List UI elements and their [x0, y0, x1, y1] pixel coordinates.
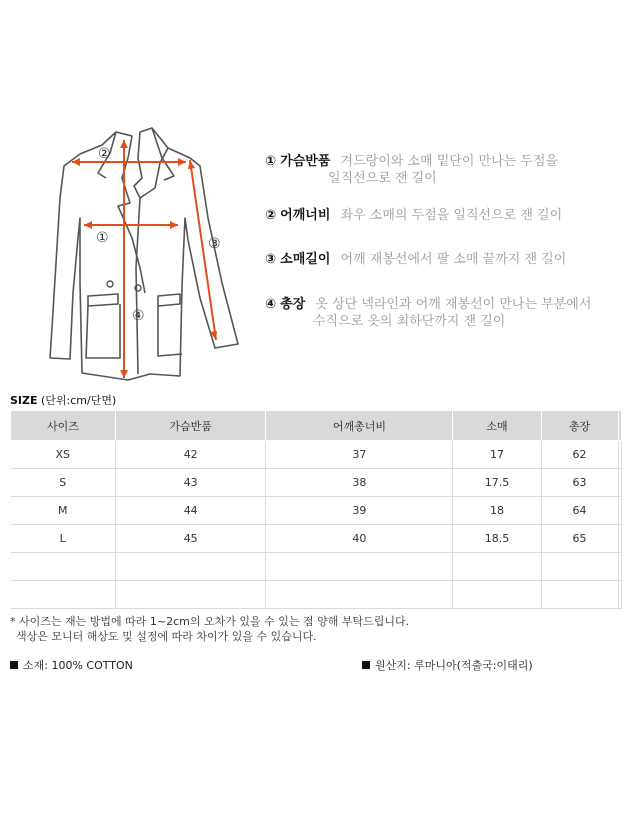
table-cell: 39	[266, 497, 453, 525]
table-header-row	[11, 411, 622, 441]
table-cell	[266, 581, 453, 609]
header-length: 총장	[541, 411, 618, 441]
table-cell	[541, 553, 618, 581]
table-cell: 18	[453, 497, 541, 525]
header-chest: 가슴반품	[116, 411, 266, 441]
table-cell: 37	[266, 441, 453, 469]
table-cell	[266, 553, 453, 581]
button-mark	[107, 281, 113, 287]
table-row	[11, 469, 622, 497]
table-cell	[116, 581, 266, 609]
table-cell: S	[11, 469, 116, 497]
header-blank	[618, 411, 621, 441]
table-cell: L	[11, 525, 116, 553]
table-cell	[618, 469, 621, 497]
origin-info: 원산지: 루마니아(적출국:이태리)	[362, 657, 533, 673]
square-bullet-icon	[362, 661, 370, 669]
table-cell	[618, 441, 621, 469]
table-row	[11, 525, 622, 553]
table-cell	[618, 497, 621, 525]
table-cell: 43	[116, 469, 266, 497]
table-cell: 42	[116, 441, 266, 469]
table-cell: 38	[266, 469, 453, 497]
table-cell	[618, 553, 621, 581]
size-table	[10, 410, 622, 609]
table-row	[11, 581, 622, 609]
table-cell: 63	[541, 469, 618, 497]
mark-3: ③	[208, 236, 221, 252]
table-cell: 45	[116, 525, 266, 553]
table-cell	[116, 553, 266, 581]
header-size: 사이즈	[11, 411, 116, 441]
legend-length: ④ 총장 옷 상단 넥라인과 어깨 재봉선이 만나는 부분에서 수직으로 옷의 최하단까지 잰 길이	[265, 297, 592, 329]
table-cell	[453, 553, 541, 581]
table-cell: 44	[116, 497, 266, 525]
legend-shoulder: ② 어깨너비 좌우 소매의 두점을 일직선으로 잰 길이	[265, 208, 563, 223]
size-note: * 사이즈는 재는 방법에 따라 1~2cm의 오차가 있을 수 있는 점 양해 부탁드립니다. 색상은 모니터 해상도 및 설정에 따라 차이가 있을 수 있습니다.	[10, 615, 410, 643]
table-row	[11, 441, 622, 469]
table-cell: 17	[453, 441, 541, 469]
legend-sleeve: ③ 소매길이 어깨 재봉선에서 팔 소매 끝까지 잰 길이	[265, 252, 567, 267]
table-row	[11, 497, 622, 525]
table-cell: XS	[11, 441, 116, 469]
table-cell	[11, 553, 116, 581]
jacket-measurement-diagram	[40, 118, 270, 393]
table-cell	[541, 581, 618, 609]
header-shoulder: 어깨총너비	[266, 411, 453, 441]
size-heading: SIZE (단위:cm/단면)	[10, 394, 117, 407]
legend-chest: ① 가슴반품 겨드랑이와 소매 밑단이 만나는 두점을 일직선으로 잰 길이	[265, 154, 558, 186]
table-cell: 40	[266, 525, 453, 553]
table-cell: 64	[541, 497, 618, 525]
table-cell	[453, 581, 541, 609]
material-info: 소재: 100% COTTON	[10, 657, 133, 673]
square-bullet-icon	[10, 661, 18, 669]
table-cell: 65	[541, 525, 618, 553]
mark-2: ②	[98, 146, 111, 162]
table-cell: M	[11, 497, 116, 525]
table-cell	[618, 581, 621, 609]
table-cell	[618, 525, 621, 553]
mark-1: ①	[96, 230, 109, 246]
table-row	[11, 553, 622, 581]
table-cell: 17.5	[453, 469, 541, 497]
mark-4: ④	[132, 308, 145, 324]
table-cell: 62	[541, 441, 618, 469]
table-cell	[11, 581, 116, 609]
header-sleeve: 소매	[453, 411, 541, 441]
table-cell: 18.5	[453, 525, 541, 553]
